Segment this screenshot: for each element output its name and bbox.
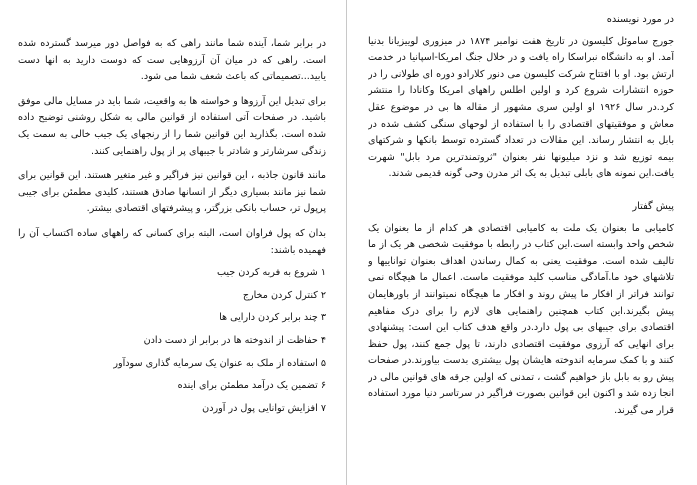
paragraph-future-path: در برابر شما، آینده شما مانند راهی که به فواصل دور میرسد گسترده شده است. راهی که در میان آن آرزوهایی ست که دوست دارید به انها دست یابید...تصمیماتی که باعث شعف شما می شود.: [18, 38, 326, 83]
step-item: ۲ کنترل کردن مخارج: [242, 289, 326, 301]
paragraph-universal-laws: مانند قانون جاذبه ، این قوانین نیز فراگیر و غیر متغیر هستند. این قوانین برای شما نیز مانند بسیاری دیگر از انسانها صادق هستند، کلیدی مطمئن برای جیبی پرپول تر، حساب بانکی بزرگتر، و پیشرفتهای اقتصادی بیشتر.: [18, 170, 326, 215]
paragraph-steps-intro: بدان که پول فراوان است، البته برای کسانی که راههای ساده اکتساب آن را فهمیده باشند:: [18, 227, 326, 256]
right-page: [368, 0, 674, 485]
paragraph-financial-success: برای تبدیل این آرزوها و خواسته ها به واقعیت، شما باید در مسایل مالی موفق باشید. در صفحات آتی استفاده از قوانین مالی به شکل روشنی توضیح داده شده است. بگذارید این قوانین شما را از رنجهای یک جیب خالی به سمت یک زندگی سرشارتر و شادتر با جیبهای پر از پول راهنمایی کنند.: [18, 95, 326, 157]
step-item: ۷ افزایش توانایی پول در آوردن: [202, 402, 326, 414]
step-item: ۶ تضمین یک درآمد مطمئن برای اینده: [177, 380, 326, 392]
step-item: ۱ شروع به فربه کردن جیب: [216, 267, 326, 279]
paragraph-author-bio: جورج ساموئل کلیسون در تاریخ هفت نوامبر ۱۸۷۴ در میزوری لوییزیانا بدنیا آمد. او به دانشگاه نبراسکا راه یافت و در خلال جنگ امریکا-اسپانیا در خدمت ارتش بود. او با افتتاح شرکت کلیسون می دنور کلارادو دوره ای طولانی را در حوزه انتشارات شروع کرد و اولین اطلس راههای امریکا وکانادا را منتشر کرد.در سال ۱۹۲۶ او اولین سری مشهور از مقاله ها بی در موضوع عقل معاش و موفقیتهای اقتصادی را با استفاده از لوحهای سنگی کشف شده در بابل به انتشار رساند. این مقالات در تعداد گسترده توسط بانکها و شرکتهای بیمه توزیع شد و نزد میلیونها نفر بعنوان "ثروتمندترین مرد بابل" شهرت یافت.این نمونه های بابلی تبدیل به یک اثر مدرن وحی گونه قدیمی شدند.: [368, 35, 674, 180]
step-item: ۴ حفاظت از اندوخته ها در برابر از دست دادن: [143, 334, 326, 346]
heading-about-author: در مورد نویسنده: [606, 14, 674, 25]
paragraph-preface: کامیابی ما بعنوان یک ملت به کامیابی اقتصادی هر کدام از ما بعنوان یک شخص واحد وابسته است.این کتاب در رابطه با موفقیت شخصی هر یک از ما تالیف شده است. موفقیت یعنی به کمال رساندن اهداف بعنوان تواناییها و تلاشهای خود ما.آمادگی مناسب کلید موفقیت ماست. اعمال ما هیچگاه نمی توانند فراتر از افکار ما پیش روند و افکار ما هیچگاه نمیتوانند از باورهایمان پیش بگیرند.این کتاب همچنین راهنمایی های لازم را برای درک مفاهیم اقتصادی برای جیبهای بی پول دارد.در واقع هدف کتاب این است: پیشنهادی برای انهایی که آرزوی موفقیت اقتصادی دارند، تا پول جمع کنند، پول حفظ کنند و با کمک سرمایه اندوخته هایشان پول بیشتری بدست بیاورند.در صفحات پیش رو به بابل باز خواهیم گشت ، تمدنی که اولین جرقه های قوانین مالی در انجا زده شد و اکنون این قوانین بصورت فراگیر در سرتاسر دنیا مورد استفاده قرار می گیرند.: [368, 222, 674, 417]
step-item: ۳ چند برابر کردن دارایی ها: [219, 312, 326, 324]
steps-list: [18, 265, 326, 417]
step-item: ۵ استفاده از ملک به عنوان یک سرمایه گذاری سودآور: [113, 357, 326, 369]
heading-preface: پیش گفتار: [632, 200, 674, 212]
page-gutter: [346, 0, 347, 485]
left-page: [18, 0, 326, 485]
